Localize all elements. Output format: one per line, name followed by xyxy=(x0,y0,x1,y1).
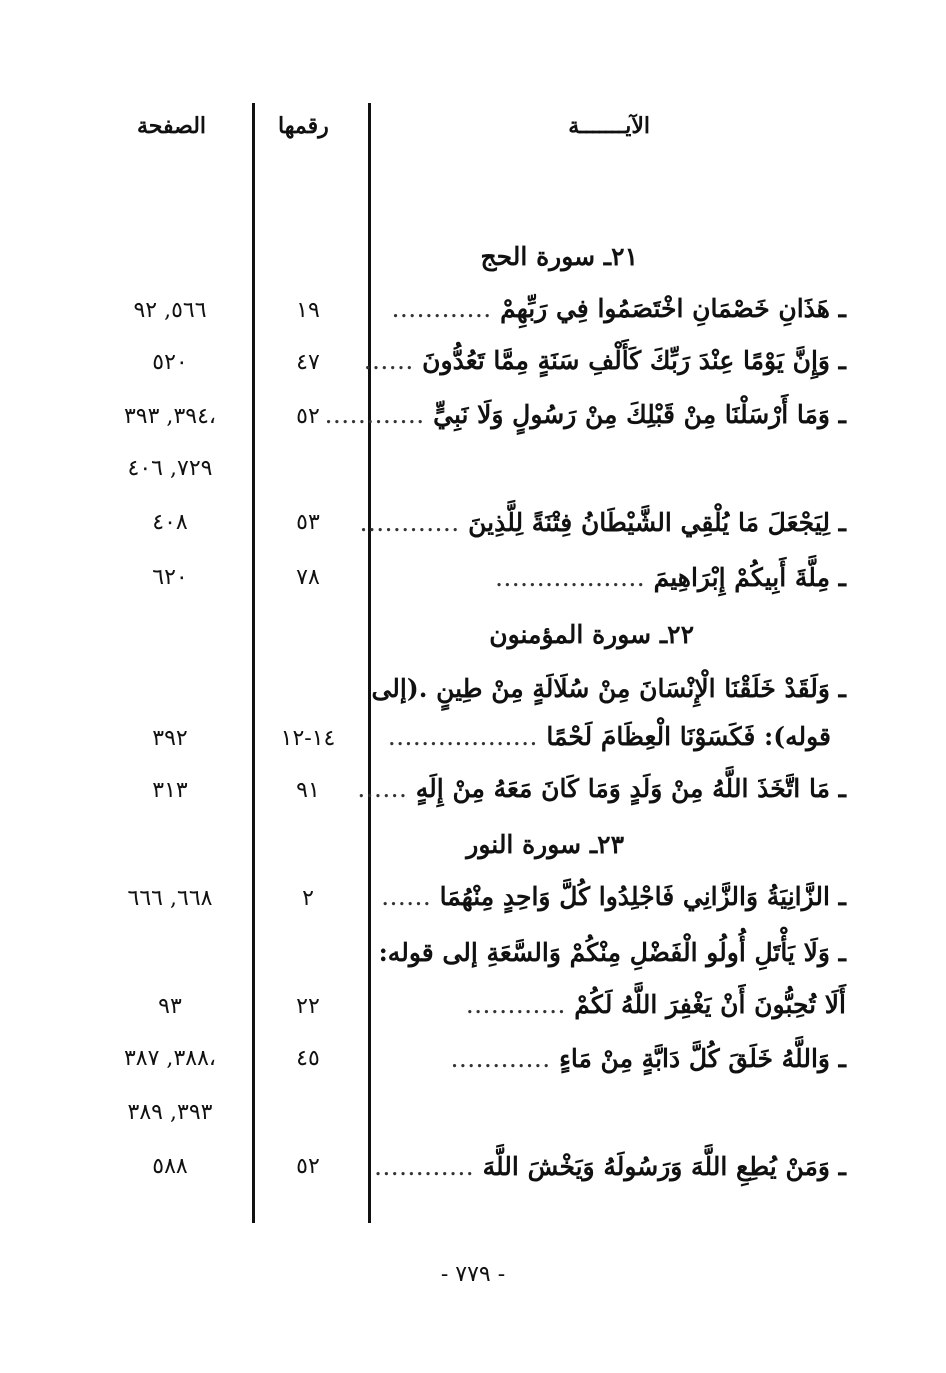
page-reference: ٩٣ xyxy=(158,994,182,1019)
ayah-number: ٤٥ xyxy=(296,1046,320,1071)
page-reference: ٣٩٣, ٣٨٩ xyxy=(127,1100,213,1125)
ayah-number: ٥٣ xyxy=(296,510,320,535)
ayah-number: ١٤-١٢ xyxy=(280,726,336,751)
ayah-text: قوله): فَكَسَوْنَا الْعِظَامَ لَحْمًا ……………… xyxy=(387,722,831,751)
ayah-number: ٢ xyxy=(302,886,314,911)
page-reference: ٦٢٠ xyxy=(152,565,188,590)
ayah-text: ـ وَاللَّهُ خَلَقَ كُلَّ دَابَّةٍ مِنْ مَاءٍ ………… xyxy=(450,1044,846,1073)
ayah-text: ـ مِلَّةَ أَبِيكُمْ إِبْرَاهِيمَ ……………… xyxy=(494,563,846,592)
ayah-number: ٥٢ xyxy=(296,404,320,429)
surah-heading: ٢١ـ سورة الحج xyxy=(480,242,638,271)
ayah-text: ـ وَلَقَدْ خَلَقْنَا الْإِنْسَانَ مِنْ سُلَالَةٍ مِنْ طِينٍ .(إلى xyxy=(371,674,846,703)
ayah-text: ـ وَإِنَّ يَوْمًا عِنْدَ رَبِّكَ كَأَلْفِ سَنَةٍ مِمَّا تَعُدُّونَ …… xyxy=(363,346,846,375)
ayah-text: ـ وَمَنْ يُطِعِ اللَّهَ وَرَسُولَهُ وَيَخْشَ اللَّهَ ………… xyxy=(373,1152,846,1181)
ayah-text: أَلَا تُحِبُّونَ أَنْ يَغْفِرَ اللَّهُ لَكُمْ ………… xyxy=(465,990,846,1019)
header-ayah: الآيـــــــة xyxy=(568,113,650,139)
surah-heading: ٢٢ـ سورة المؤمنون xyxy=(489,620,694,649)
page-reference: ٧٢٩, ٤٠٦ xyxy=(127,456,213,481)
page-reference: ٤٠٨ xyxy=(152,510,188,535)
ayah-number: ٧٨ xyxy=(296,565,320,590)
ayah-number: ٩١ xyxy=(296,778,320,803)
ayah-text: ـ وَمَا أَرْسَلْنَا مِنْ قَبْلِكَ مِنْ رَسُولٍ وَلَا نَبِيٍّ ………… xyxy=(324,400,846,429)
ayah-number: ٥٢ xyxy=(296,1154,320,1179)
page-reference: ٣١٣ xyxy=(152,778,188,803)
page-number: - ٧٧٩ - xyxy=(440,1262,506,1287)
column-divider-right xyxy=(368,103,371,1223)
header-page: الصفحة xyxy=(137,113,207,139)
ayah-text: ـ وَلَا يَأْتَلِ أُولُو الْفَضْلِ مِنْكُمْ وَالسَّعَةِ إلى قوله: xyxy=(378,938,846,967)
page-reference: ٥٢٠ xyxy=(152,350,188,375)
ayah-text: ـ مَا اتَّخَذَ اللَّهُ مِنْ وَلَدٍ وَمَا كَانَ مَعَهُ مِنْ إِلَهٍ …… xyxy=(357,774,846,803)
surah-heading: ٢٣ـ سورة النور xyxy=(466,830,624,859)
page-reference: ،٣٩٤, ٣٩٣ xyxy=(123,404,216,429)
page-reference: ،٣٨٨, ٣٨٧ xyxy=(123,1046,216,1071)
page-reference: ٥٨٨ xyxy=(152,1154,188,1179)
ayah-number: ٤٧ xyxy=(296,350,320,375)
ayah-text: ـ هَذَانِ خَصْمَانِ اخْتَصَمُوا فِي رَبِّهِمْ ………… xyxy=(391,294,846,323)
header-number: رقمها xyxy=(278,113,329,139)
ayah-number: ١٩ xyxy=(296,298,320,323)
page-reference: ٥٦٦, ٩٢ xyxy=(133,298,207,323)
ayah-text: ـ الزَّانِيَةُ وَالزَّانِي فَاجْلِدُوا كُلَّ وَاحِدٍ مِنْهُمَا …… xyxy=(380,882,846,911)
ayah-text: ـ لِيَجْعَلَ مَا يُلْقِي الشَّيْطَانُ فِتْنَةً لِلَّذِينَ ………… xyxy=(359,508,846,537)
page-reference: ٣٩٢ xyxy=(152,726,188,751)
ayah-number: ٢٢ xyxy=(296,994,320,1019)
page-reference: ٦٦٨, ٦٦٦ xyxy=(127,886,213,911)
